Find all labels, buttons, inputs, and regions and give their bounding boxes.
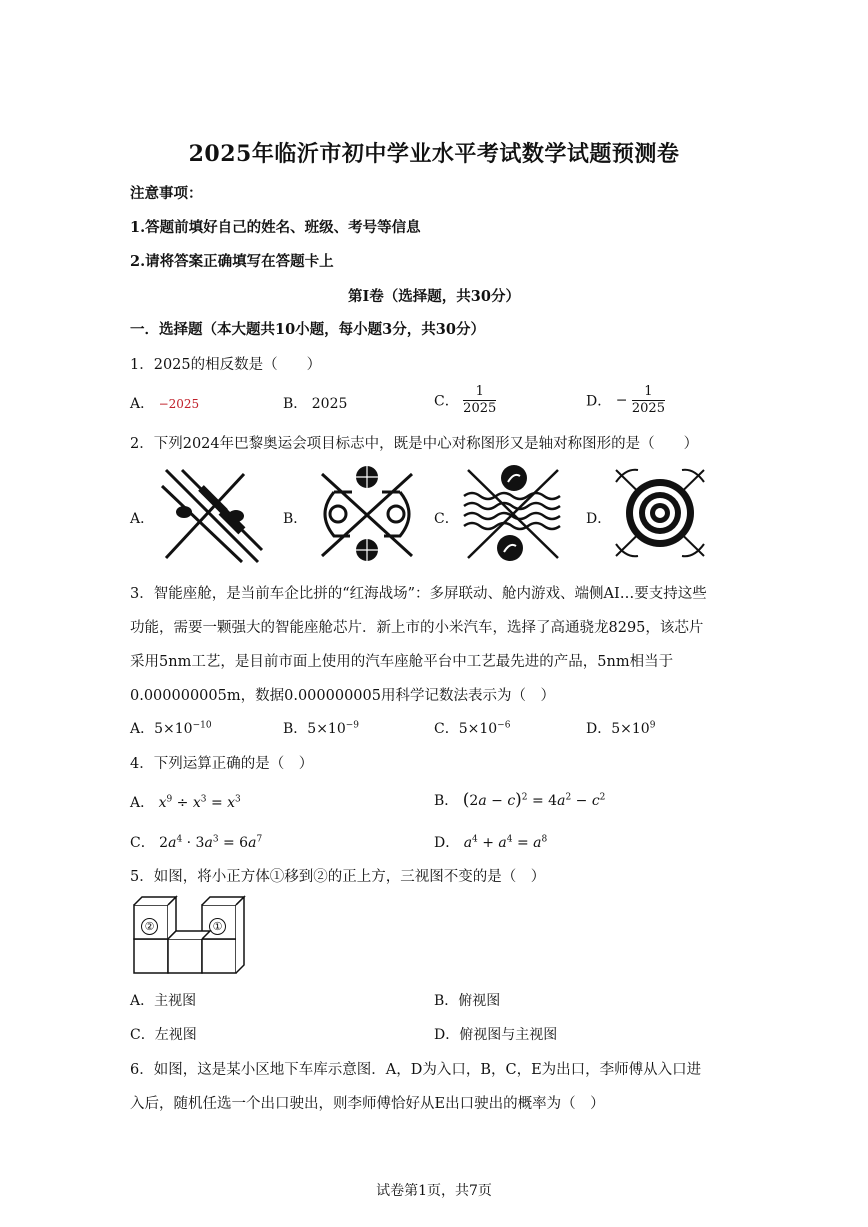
q1-option-c — [434, 384, 496, 417]
q2-a-label: A． — [130, 511, 155, 527]
archery-logo — [612, 464, 708, 562]
q3-d-exponent: 9 — [649, 720, 656, 731]
q2-b-label: B． — [283, 511, 308, 527]
badminton-logo — [158, 466, 268, 564]
cube-figure — [132, 895, 250, 975]
q3-option-a — [130, 718, 212, 738]
q3-line-3: 采用5nm工艺，是目前市面上使用的汽车座舱平台中工艺最先进的产品，5nm相当于 — [130, 654, 674, 670]
q1-c-denominator: 2025 — [463, 401, 497, 416]
q4-c-expression: $2a^4 \cdot 3a^3 = 6a^7$ — [159, 834, 263, 851]
q1-stem: 1．2025的相反数是（ ） — [130, 357, 322, 373]
q1-option-b — [283, 393, 347, 413]
q5-option-b: B．俯视图 — [434, 993, 501, 1009]
q1-option-a — [130, 393, 199, 413]
q1-d-denominator: 2025 — [631, 401, 665, 416]
q4-a-label: A． — [130, 795, 155, 811]
q1-b-label: B． — [283, 396, 308, 412]
q3-b-base: 5×10 — [307, 721, 346, 737]
q1-d-numerator: 1 — [632, 384, 665, 401]
q4-option-b — [434, 790, 605, 810]
q2-c-label: C． — [434, 511, 459, 527]
q3-d-label: D． — [586, 721, 612, 737]
q6-line-1: 6．如图，这是某小区地下车库示意图．A，D为入口，B，C，E为出口，李师傅从入口进 — [130, 1062, 702, 1078]
cube-2-label: ② — [141, 918, 158, 935]
q4-option-d — [434, 832, 547, 852]
q3-option-c — [434, 718, 510, 738]
q3-line-1: 3．智能座舱，是当前车企比拼的“红海战场”：多屏联动、舱内游戏、端侧AI…要支持这些 — [130, 586, 707, 602]
q4-option-c — [130, 832, 262, 852]
q3-c-base: 5×10 — [458, 721, 498, 737]
q1-d-fraction — [632, 384, 665, 417]
q4-c-label: C． — [130, 835, 155, 851]
q3-b-exponent: −9 — [345, 720, 360, 731]
q4-stem: 4．下列运算正确的是（ ） — [130, 756, 314, 772]
q3-option-b — [283, 718, 359, 738]
basketball-logo — [312, 462, 422, 564]
q4-b-expression: $(2a - c)^2 = 4a^2 - c^2$ — [462, 790, 606, 810]
cube-1-marker — [209, 916, 226, 935]
q2-stem: 2．下列2024年巴黎奥运会项目标志中，既是中心对称图形又是轴对称图形的是（ ） — [130, 436, 699, 452]
q4-d-label: D． — [434, 835, 460, 851]
q1-c-label: C． — [434, 393, 459, 410]
q3-line-2: 功能，需要一颗强大的智能座舱芯片．新上市的小米汽车，选择了高通骁龙8295，该芯片 — [130, 620, 704, 636]
q3-d-base: 5×10 — [611, 721, 650, 737]
q1-b-value: 2025 — [311, 396, 348, 412]
q1-d-sign: − — [615, 392, 628, 409]
q4-d-expression: $a^4 + a^4 = a^8$ — [463, 834, 548, 851]
notice-item-1: 1.答题前填好自己的姓名、班级、考号等信息 — [130, 219, 421, 236]
q3-c-exponent: −6 — [497, 720, 511, 731]
q3-c-label: C． — [434, 721, 459, 737]
q6-line-2: 入后，随机任选一个出口驶出，则李师傅恰好从E出口驶出的概率为（ ） — [130, 1096, 605, 1112]
q4-option-a — [130, 792, 241, 812]
q3-b-label: B． — [283, 721, 308, 737]
q5-option-c: C．左视图 — [130, 1027, 197, 1043]
notice-item-2: 2.请将答案正确填写在答题卡上 — [130, 253, 334, 270]
surfing-logo — [462, 462, 562, 564]
q3-a-label: A． — [130, 721, 155, 737]
q1-a-label: A． — [130, 396, 155, 412]
q3-a-exponent: −10 — [192, 720, 212, 731]
section-title: 一．选择题（本大题共10小题，每小题3分，共30分） — [130, 321, 485, 338]
q5-option-d: D．俯视图与主视图 — [434, 1027, 558, 1043]
q1-a-value: −2025 — [158, 397, 200, 411]
q2-d-label: D． — [586, 511, 612, 527]
q4-a-expression: $x^9 \div x^3 = x^3$ — [158, 794, 241, 811]
q3-a-base: 5×10 — [154, 721, 193, 737]
q1-d-label: D． — [586, 393, 612, 410]
q1-option-d — [586, 384, 665, 417]
cube-1-label: ① — [209, 918, 226, 935]
page-title: 2025年临沂市初中学业水平考试数学试题预测卷 — [188, 141, 680, 167]
q3-option-d — [586, 718, 655, 738]
q3-line-4: 0.000000005m，数据0.000000005用科学记数法表示为（ ） — [130, 688, 555, 704]
notice-heading: 注意事项： — [130, 185, 203, 202]
q4-b-label: B． — [434, 793, 459, 809]
page-footer: 试卷第1页，共7页 — [376, 1183, 492, 1199]
q5-stem: 5．如图，将小正方体①移到②的正上方，三视图不变的是（ ） — [130, 869, 546, 885]
volume-title: 第I卷（选择题，共30分） — [348, 288, 520, 305]
q1-c-fraction — [463, 384, 496, 417]
q5-option-a: A．主视图 — [130, 993, 197, 1009]
q1-c-numerator: 1 — [463, 384, 496, 401]
cube-2-marker — [141, 916, 158, 935]
